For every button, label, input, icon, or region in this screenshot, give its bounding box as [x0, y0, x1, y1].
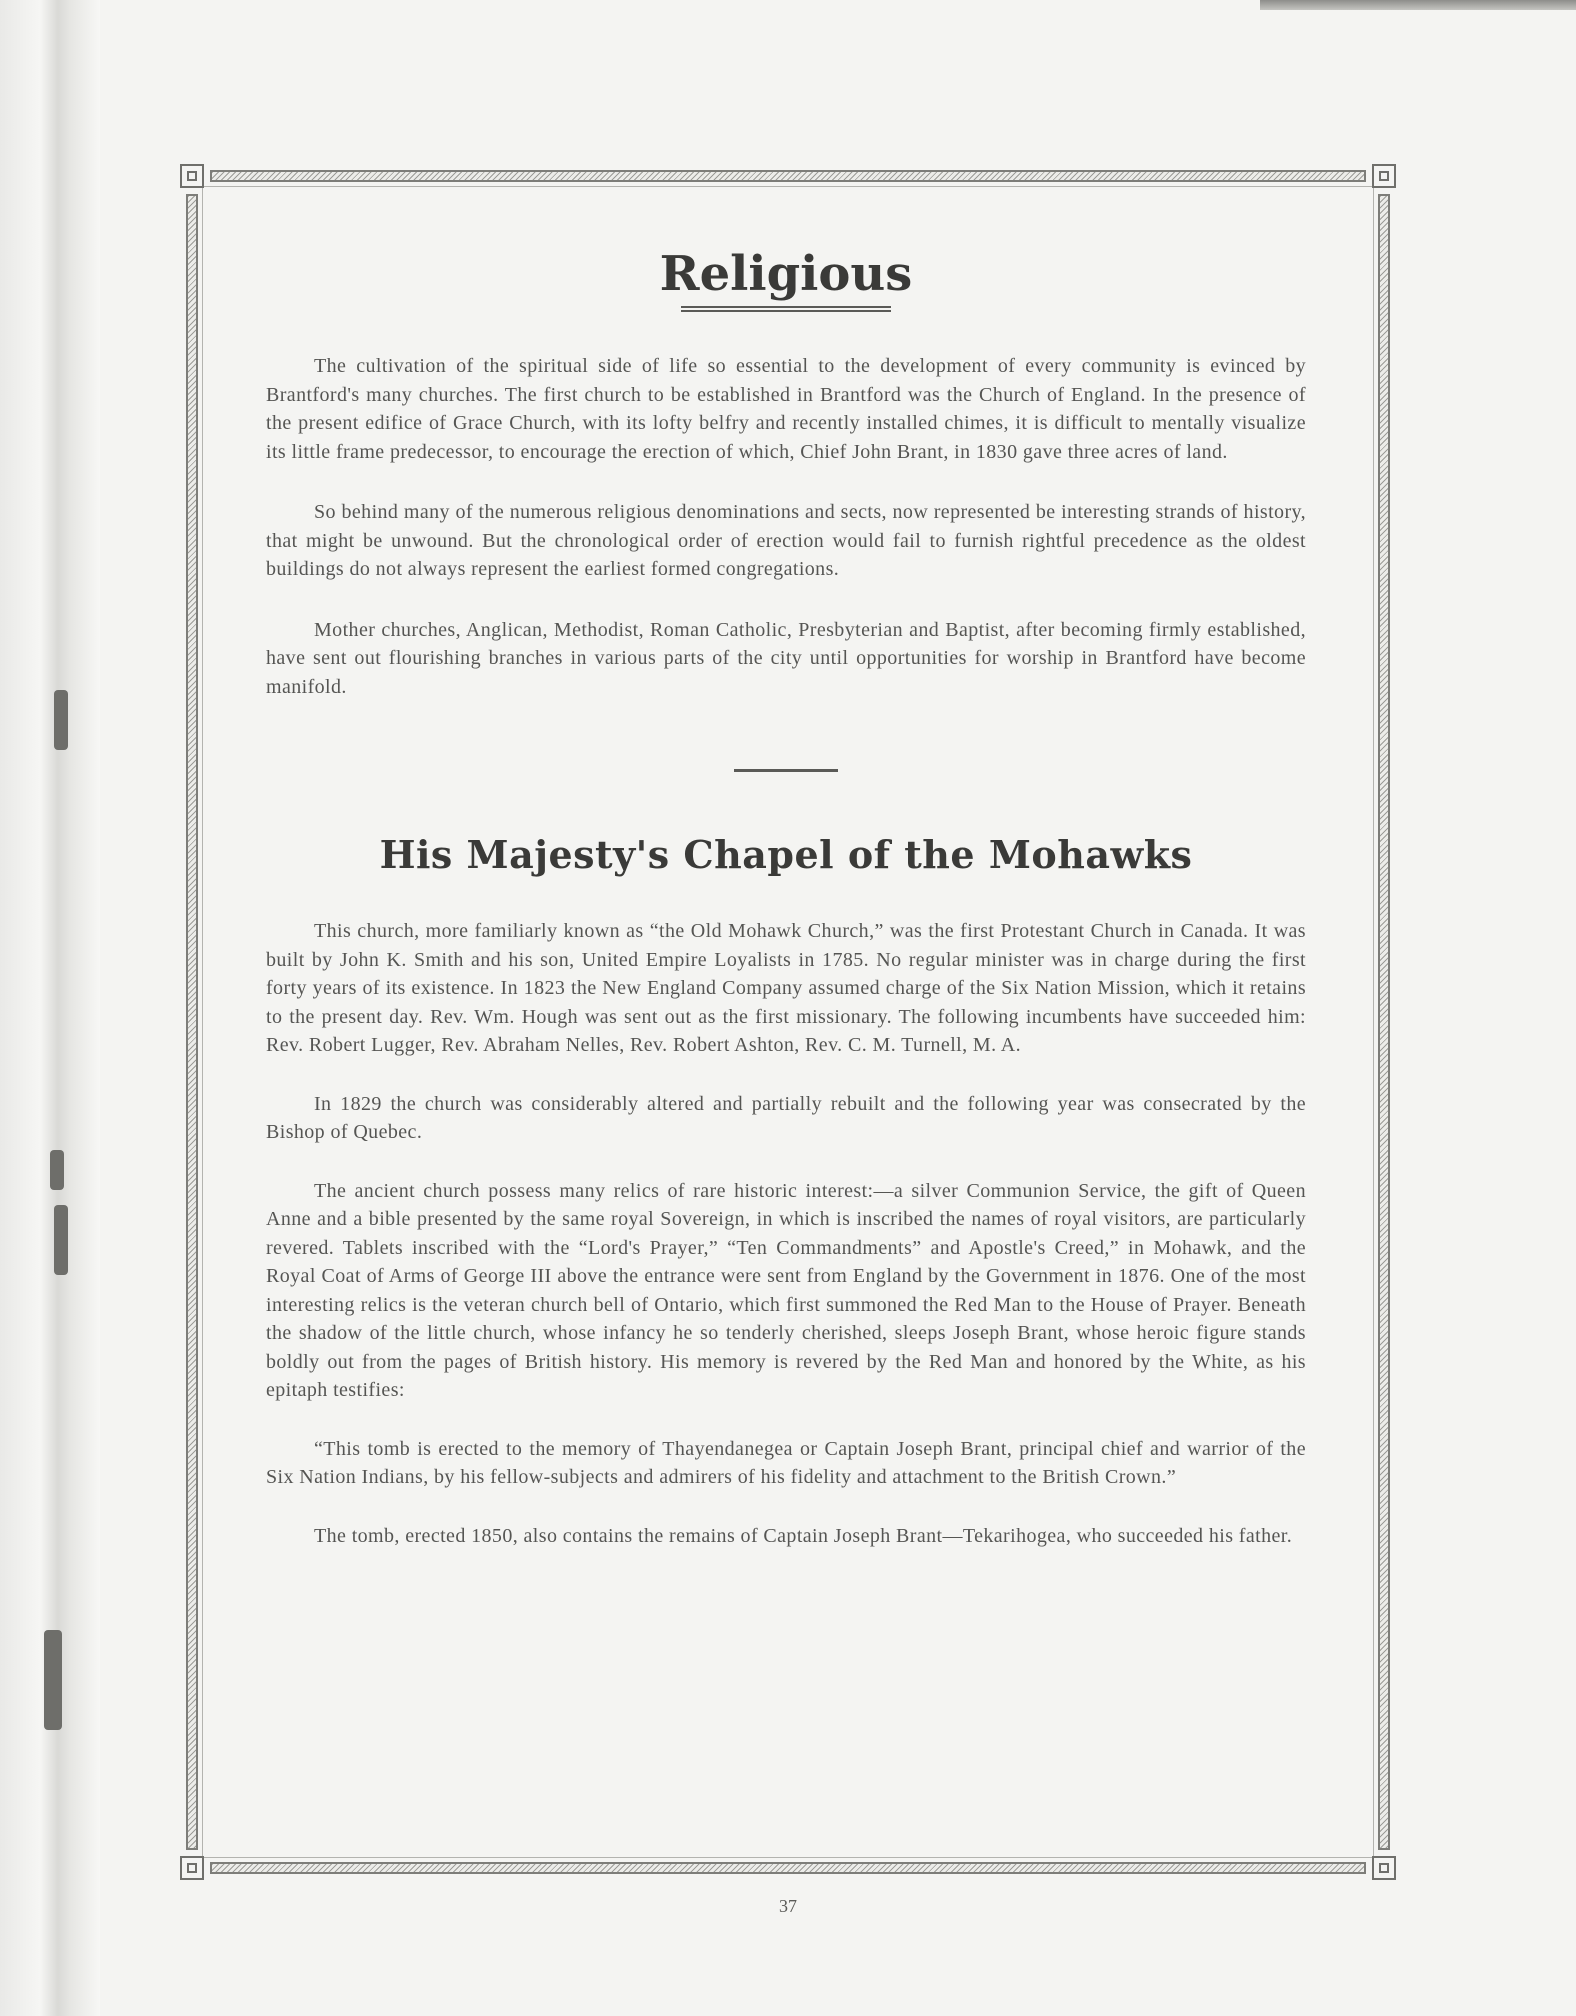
corner-ornament: [1372, 1856, 1396, 1880]
paragraph: This church, more familiarly known as “the Old Mohawk Church,” was the first Protestant Church in Canada. It was built by John K. Smith and his son, United Empire Loyalists in 1785. No regular minister was in charge during the first forty years of its existence. In 1823 the New England Company assumed charge of the Six Nation Mission, which it retains to the present day. Rev. Wm. Hough was sent out as the first missionary. The following incumbents have succeeded him: Rev. Robert Lugger, Rev. Abraham Nelles, Rev. Robert Ashton, Rev. C. M. Turnell, M. A.: [266, 920, 1306, 1056]
paragraph: In 1829 the church was considerably altered and partially rebuilt and the following year was consecrated by the Bishop of Quebec.: [266, 1092, 1306, 1143]
page-binding: [0, 0, 100, 2016]
page-edge-shadow: [1260, 0, 1576, 10]
section-divider: [734, 769, 838, 772]
paragraph: The cultivation of the spiritual side of life so essential to the development of every community is evinced by Brantford's many churches. The first church to be established in Brantford was the Church of England. In the presence of the present edifice of Grace Church, with its lofty belfry and recently installed chimes, it is difficult to mentally visualize its little frame predecessor, to encourage the erection of which, Chief John Brant, in 1830 gave three acres of land.: [266, 355, 1306, 463]
binding-mark: [54, 690, 68, 750]
paragraph: The tomb, erected 1850, also contains the remains of Captain Joseph Brant—Tekarihogea, who succeeded his father.: [314, 1524, 1293, 1547]
section-title-religious: Religious: [659, 246, 913, 302]
paragraph: So behind many of the numerous religious denominations and sects, now represented be interesting strands of history, that might be unwound. But the chronological order of erection would fail to furnish rightful precedence as the oldest buildings do not always represent the earliest formed congregations.: [266, 501, 1306, 580]
paragraph: Mother churches, Anglican, Methodist, Roman Catholic, Presbyterian and Baptist, after becoming firmly established, have sent out flourishing branches in various parts of the city until opportunities for worship in Brantford have become manifold.: [266, 618, 1306, 698]
page-number: 37: [779, 1896, 797, 1916]
page-content: [266, 238, 1306, 1550]
binding-mark: [54, 1205, 68, 1275]
corner-ornament: [180, 1856, 204, 1880]
epitaph-quote: “This tomb is erected to the memory of Thayendanegea or Captain Joseph Brant, principal chief and warrior of the Six Nation Indians, by his fellow-subjects and admirers of his fidelity and attachment to the British Crown.”: [266, 1437, 1306, 1488]
section-religious: [266, 246, 1306, 701]
border-left: [186, 194, 198, 1850]
corner-ornament: [1372, 164, 1396, 188]
section-title-chapel: His Majesty's Chapel of the Mohawks: [379, 832, 1193, 877]
paragraph: The ancient church possess many relics of rare historic interest:—a silver Communion Service, the gift of Queen Anne and a bible presented by the same royal Sovereign, in which is inscribed the names of royal visitors, are particularly revered. Tablets inscribed with the “Lord's Prayer,” “Ten Commandments” and Apostle's Creed,” in Mohawk, and the Royal Coat of Arms of George III above the entrance were sent from England by the Government in 1876. One of the most interesting relics is the veteran church bell of Ontario, which first summoned the Red Man to the House of Prayer. Beneath the shadow of the little church, whose infancy he so tenderly cherished, sleeps Joseph Brant, whose heroic figure stands boldly out from the pages of British history. His memory is revered by the Red Man and honored by the White, as his epitaph testifies:: [266, 1179, 1306, 1401]
binding-mark: [44, 1630, 62, 1730]
border-right: [1378, 194, 1390, 1850]
title-underline: [681, 306, 891, 312]
border-bottom: [210, 1862, 1366, 1874]
binding-mark: [50, 1150, 64, 1190]
border-top: [210, 170, 1366, 182]
section-chapel: [266, 832, 1306, 1550]
corner-ornament: [180, 164, 204, 188]
